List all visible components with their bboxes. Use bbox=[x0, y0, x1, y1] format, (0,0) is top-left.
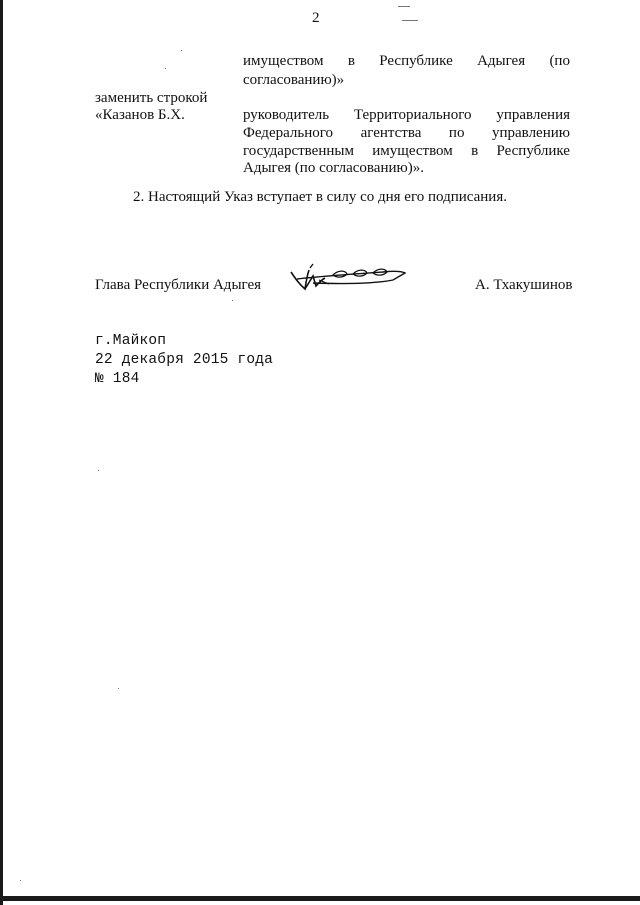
handwritten-signature bbox=[283, 262, 408, 296]
signatory-position: Глава Республики Адыгея bbox=[95, 277, 262, 293]
scan-border-left bbox=[0, 0, 3, 905]
new-entry-name: «Казанов Б.Х. bbox=[95, 107, 185, 123]
signing-city: г.Майкоп bbox=[95, 333, 167, 349]
clause-2: 2. Настоящий Указ вступает в силу со дня его подписания. bbox=[133, 189, 507, 205]
signatory-name: А. Тхакушинов bbox=[475, 277, 573, 293]
new-entry-line-3: государственным имуществом в Республике bbox=[243, 143, 570, 159]
scan-speck bbox=[398, 6, 410, 7]
scan-speck bbox=[181, 50, 182, 51]
previous-entry-line-2: согласованию)» bbox=[243, 72, 345, 88]
new-entry-line-1: руководитель Территориального управления bbox=[243, 107, 570, 123]
signing-date: 22 декабря 2015 года bbox=[95, 352, 274, 368]
scan-speck bbox=[20, 880, 21, 881]
scan-speck bbox=[402, 20, 418, 21]
decree-number: № 184 bbox=[95, 371, 140, 387]
new-entry-line-2: Федерального агентства по управлению bbox=[243, 125, 570, 141]
scan-speck bbox=[118, 688, 119, 689]
scan-speck bbox=[98, 470, 99, 471]
page-number: 2 bbox=[312, 10, 320, 26]
scan-border-bottom bbox=[0, 896, 640, 901]
replace-instruction: заменить строкой bbox=[95, 90, 208, 106]
previous-entry-line-1: имуществом в Республике Адыгея (по bbox=[243, 53, 570, 69]
scan-speck bbox=[165, 68, 166, 69]
scan-speck bbox=[232, 300, 233, 301]
new-entry-line-4: Адыгея (по согласованию)». bbox=[243, 160, 424, 176]
